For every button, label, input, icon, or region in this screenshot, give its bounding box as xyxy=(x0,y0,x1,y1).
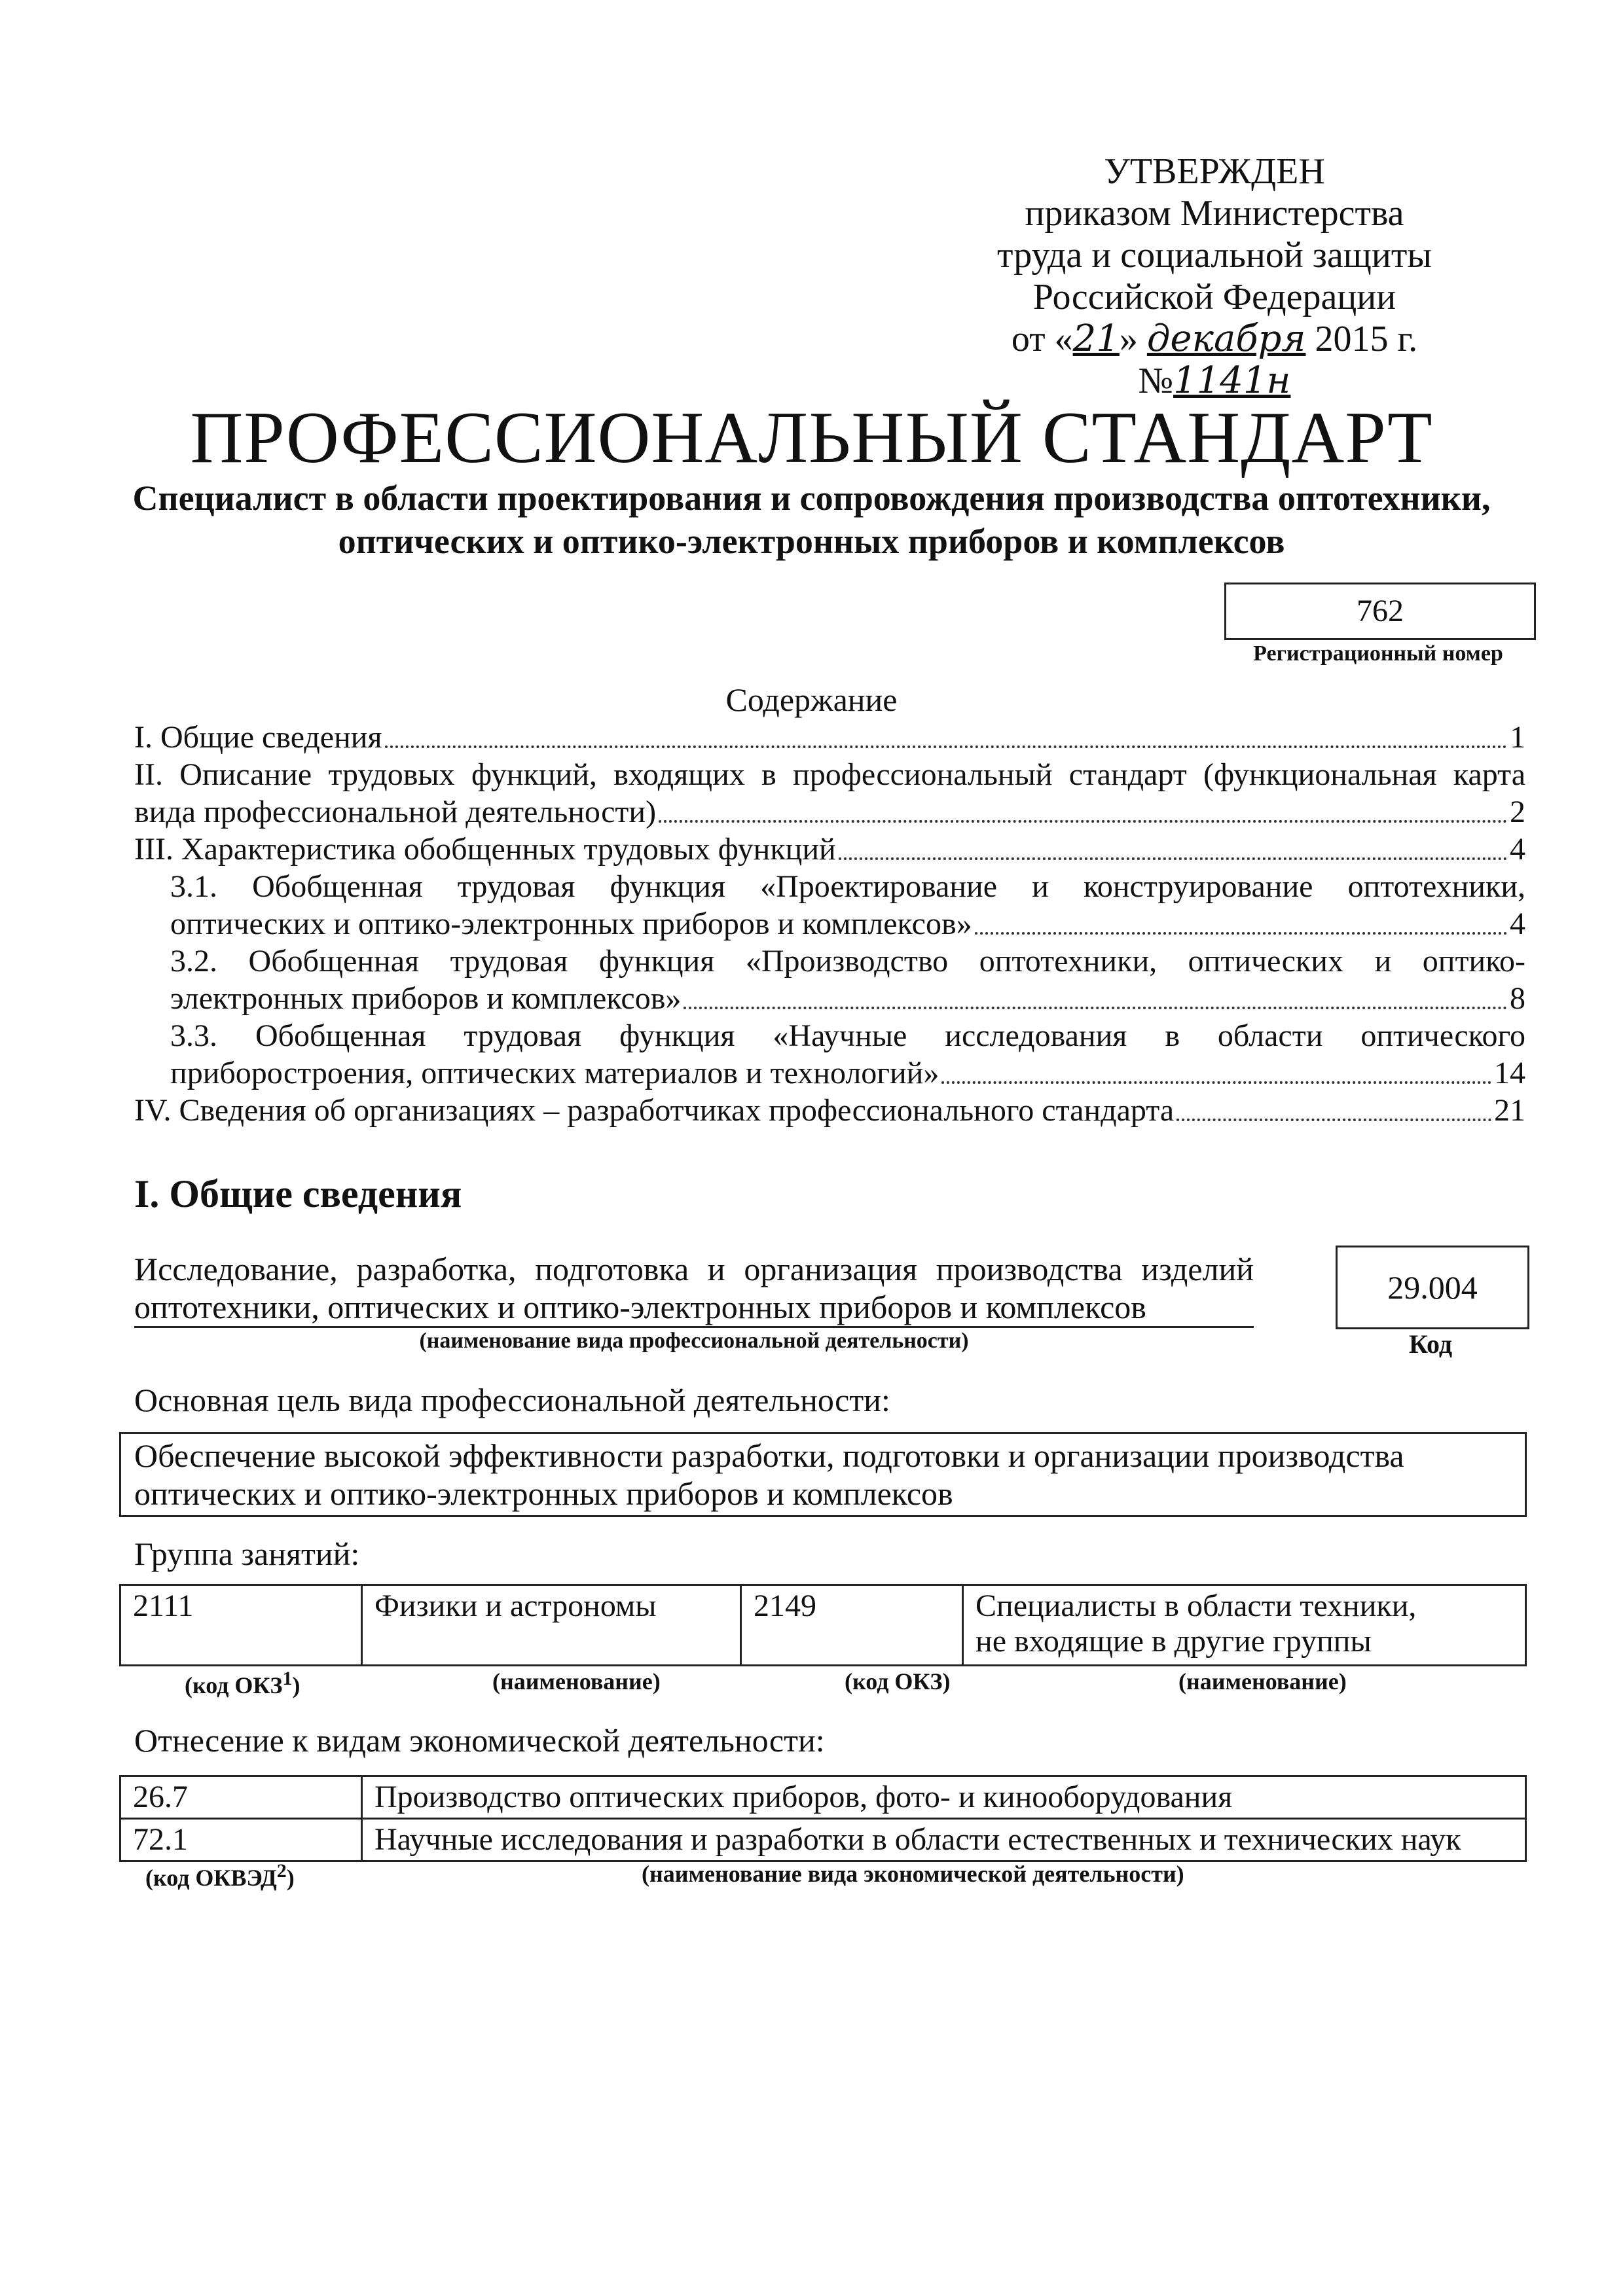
toc-leader xyxy=(975,932,1507,935)
table-of-contents xyxy=(134,719,1525,1129)
toc-entry[interactable] xyxy=(134,831,1525,868)
approval-block xyxy=(962,151,1467,402)
document-title: ПРОФЕССИОНАЛЬНЫЙ СТАНДАРТ xyxy=(190,397,1433,478)
occupation-group-table xyxy=(119,1584,1527,1666)
footnote-mark: 1 xyxy=(282,1668,293,1689)
activity-name-line: оптотехники, оптических и оптико-электронных приборов и комплексов xyxy=(134,1288,1254,1328)
okz-name-caption: (наименование) xyxy=(492,1668,661,1695)
toc-leader xyxy=(839,857,1507,860)
toc-page: 4 xyxy=(1510,832,1525,867)
toc-page: 8 xyxy=(1510,981,1525,1016)
toc-entry-line[interactable]: 3.3. Обобщенная трудовая функция «Научные исследования в области оптического xyxy=(170,1018,1525,1053)
toc-entry[interactable] xyxy=(134,719,1525,756)
toc-entry[interactable] xyxy=(134,1092,1525,1129)
toc-entry-text: приборостроения, оптических материалов и технологий» xyxy=(170,1056,939,1090)
table-row xyxy=(120,1585,1526,1666)
toc-leader xyxy=(941,1081,1491,1084)
okved-code-cell: 26.7 xyxy=(120,1776,362,1819)
activity-name xyxy=(134,1250,1254,1328)
toc-entry-text: оптических и оптико-электронных приборов и комплексов» xyxy=(170,906,972,941)
toc-entry-line[interactable]: 3.2. Обобщенная трудовая функция «Производство оптотехники, оптических и оптико- xyxy=(170,944,1525,978)
okved-code-caption xyxy=(145,1860,295,1892)
okz-code-caption: (код ОКЗ) xyxy=(845,1668,951,1695)
handwritten-order-number: 1141н xyxy=(1173,359,1291,402)
approval-date-line xyxy=(962,318,1467,402)
handwritten-month: декабря xyxy=(1146,317,1306,360)
registration-caption: Регистрационный номер xyxy=(1253,641,1503,666)
toc-page: 21 xyxy=(1494,1093,1525,1128)
toc-entry-line[interactable]: II. Описание трудовых функций, входящих в профессиональный стандарт (функциональная карта xyxy=(134,757,1525,792)
okz-code-cell: 2111 xyxy=(120,1585,362,1666)
toc-entry-text: вида профессиональной деятельности) xyxy=(134,795,657,829)
toc-entry-text: I. Общие сведения xyxy=(134,720,382,755)
approval-line: приказом Министерства xyxy=(1025,193,1404,234)
toc-entry-text: IV. Сведения об организациях – разработчиках профессионального стандарта xyxy=(134,1093,1175,1128)
okz-name-cell: Физики и астрономы xyxy=(362,1585,741,1666)
caption-text: ) xyxy=(286,1865,295,1891)
toc-entry[interactable] xyxy=(134,980,1525,1017)
toc-page: 2 xyxy=(1510,795,1525,829)
toc-leader xyxy=(385,745,1507,748)
toc-page: 14 xyxy=(1494,1056,1525,1090)
okz-name-caption: (наименование) xyxy=(1178,1668,1347,1695)
toc-leader xyxy=(1176,1119,1491,1121)
okz-name-cell xyxy=(963,1585,1526,1666)
toc-leader xyxy=(659,820,1507,823)
activity-caption: (наименование вида профессиональной деятельности) xyxy=(419,1329,969,1353)
okz-name-line: Специалисты в области техники, xyxy=(976,1588,1417,1623)
activity-code-box: 29.004 xyxy=(1336,1246,1529,1329)
date-prefix: от « xyxy=(1011,319,1073,359)
economic-activity-table xyxy=(119,1775,1527,1862)
document-subtitle: Специалист в области проектирования и сопровождения производства оптотехники, оптических и оптико-электронных приборов и комплексов xyxy=(132,478,1491,561)
economic-activity-label: Отнесение к видам экономической деятельности: xyxy=(134,1722,825,1759)
okved-name-cell: Научные исследования и разработки в области естественных и технических наук xyxy=(362,1819,1526,1861)
toc-entry[interactable] xyxy=(134,1054,1525,1092)
table-row xyxy=(120,1776,1526,1819)
okved-name-cell: Производство оптических приборов, фото- и кинооборудования xyxy=(362,1776,1526,1819)
occupation-group-label: Группа занятий: xyxy=(134,1535,360,1572)
goal-text-line: оптических и оптико-электронных приборов и комплексов xyxy=(134,1475,953,1512)
approval-line: труда и социальной защиты xyxy=(997,235,1432,276)
footnote-mark: 2 xyxy=(276,1860,287,1882)
okved-name-caption: (наименование вида экономической деятельности) xyxy=(642,1861,1184,1887)
approval-heading: УТВЕРЖДЕН xyxy=(1104,151,1325,192)
okz-name-line: не входящие в другие группы xyxy=(976,1624,1372,1659)
toc-leader xyxy=(684,1007,1507,1009)
caption-text: (код ОКВЭД xyxy=(145,1865,277,1891)
activity-code-caption: Код xyxy=(1408,1329,1453,1359)
table-row xyxy=(120,1819,1526,1861)
goal-label: Основная цель вида профессиональной деятельности: xyxy=(134,1382,890,1418)
handwritten-day: 21 xyxy=(1072,317,1120,360)
registration-number-box: 762 xyxy=(1224,583,1536,640)
toc-entry[interactable] xyxy=(134,905,1525,942)
goal-text-line: Обеспечение высокой эффективности разработки, подготовки и организации производства xyxy=(134,1437,1404,1474)
approval-line: Российской Федерации xyxy=(1032,277,1396,317)
toc-entry[interactable] xyxy=(134,793,1525,831)
toc-entry-line[interactable]: 3.1. Обобщенная трудовая функция «Проектирование и конструирование оптотехники, xyxy=(170,869,1525,904)
date-year: 2015 г. № xyxy=(1138,319,1418,401)
section-heading: I. Общие сведения xyxy=(134,1172,462,1215)
toc-page: 4 xyxy=(1510,906,1525,941)
okved-code-cell: 72.1 xyxy=(120,1819,362,1861)
date-mid: » xyxy=(1119,319,1147,359)
toc-entry-text: III. Характеристика обобщенных трудовых функций xyxy=(134,832,836,867)
toc-heading: Содержание xyxy=(725,681,898,718)
caption-text: (код ОКЗ xyxy=(185,1672,283,1698)
okz-code-cell: 2149 xyxy=(741,1585,963,1666)
toc-entry-text: электронных приборов и комплексов» xyxy=(170,981,682,1016)
caption-text: ) xyxy=(292,1672,301,1698)
okz-code-caption xyxy=(185,1668,301,1699)
activity-name-line: Исследование, разработка, подготовка и организация производства изделий xyxy=(134,1251,1254,1287)
goal-box xyxy=(119,1432,1527,1517)
toc-page: 1 xyxy=(1510,720,1525,755)
